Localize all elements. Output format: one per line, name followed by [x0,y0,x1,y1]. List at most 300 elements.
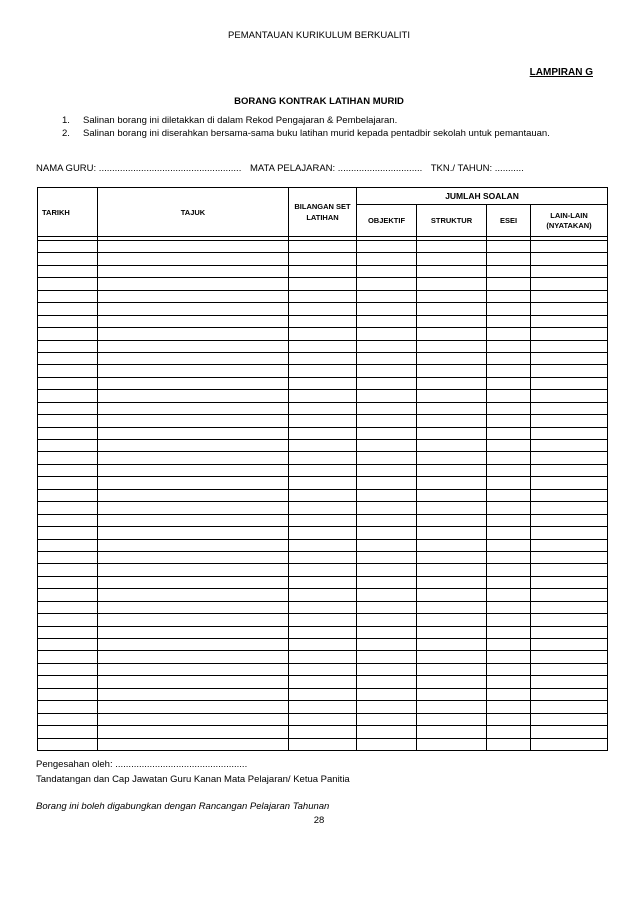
table-cell[interactable] [98,464,289,476]
table-cell[interactable] [38,551,98,563]
table-cell[interactable] [289,303,357,315]
table-cell[interactable] [38,377,98,389]
table-row [38,688,608,700]
table-cell[interactable] [357,253,417,265]
table-cell[interactable] [417,489,487,501]
table-cell[interactable] [38,278,98,290]
table-cell[interactable] [289,676,357,688]
table-cell[interactable] [38,464,98,476]
table-cell[interactable] [357,390,417,402]
table-cell[interactable] [289,440,357,452]
table-cell[interactable] [487,377,531,389]
table-cell[interactable] [487,265,531,277]
table-cell[interactable] [98,614,289,626]
table-cell[interactable] [531,601,608,613]
table-cell[interactable] [357,701,417,713]
table-cell[interactable] [417,241,487,253]
table-row [38,278,608,290]
table-cell[interactable] [487,303,531,315]
table-cell[interactable] [289,452,357,464]
table-cell[interactable] [531,726,608,738]
table-cell[interactable] [38,328,98,340]
table-cell[interactable] [289,564,357,576]
table-cell[interactable] [531,639,608,651]
table-cell[interactable] [289,377,357,389]
table-cell[interactable] [98,713,289,725]
table-cell[interactable] [289,352,357,364]
table-cell[interactable] [38,265,98,277]
table-cell[interactable] [531,452,608,464]
table-cell[interactable] [289,241,357,253]
table-cell[interactable] [357,713,417,725]
table-cell[interactable] [357,663,417,675]
table-cell[interactable] [38,253,98,265]
table-cell[interactable] [531,377,608,389]
table-cell[interactable] [38,477,98,489]
table-cell[interactable] [531,290,608,302]
table-cell[interactable] [289,427,357,439]
table-cell[interactable] [417,639,487,651]
table-cell[interactable] [98,502,289,514]
table-cell[interactable] [357,576,417,588]
table-cell[interactable] [531,464,608,476]
table-cell[interactable] [417,676,487,688]
table-cell[interactable] [417,290,487,302]
table-cell[interactable] [357,651,417,663]
table-cell[interactable] [38,726,98,738]
table-cell[interactable] [38,440,98,452]
table-row [38,440,608,452]
table-cell[interactable] [531,265,608,277]
table-cell[interactable] [531,626,608,638]
table-cell[interactable] [289,253,357,265]
table-cell[interactable] [38,489,98,501]
table-cell[interactable] [289,402,357,414]
table-cell[interactable] [487,402,531,414]
table-cell[interactable] [289,626,357,638]
table-cell[interactable] [38,676,98,688]
table-cell[interactable] [531,589,608,601]
table-cell[interactable] [98,726,289,738]
table-cell[interactable] [531,477,608,489]
table-cell[interactable] [531,489,608,501]
table-cell[interactable] [38,564,98,576]
table-row [38,614,608,626]
table-cell[interactable] [357,241,417,253]
table-cell[interactable] [417,663,487,675]
table-cell[interactable] [38,663,98,675]
table-cell[interactable] [417,701,487,713]
table-cell[interactable] [289,415,357,427]
table-cell[interactable] [98,527,289,539]
table-cell[interactable] [417,464,487,476]
table-cell[interactable] [487,639,531,651]
table-cell[interactable] [98,290,289,302]
table-cell[interactable] [487,452,531,464]
table-cell[interactable] [487,601,531,613]
table-cell[interactable] [289,589,357,601]
table-cell[interactable] [357,315,417,327]
table-cell[interactable] [487,626,531,638]
table-cell[interactable] [531,576,608,588]
table-cell[interactable] [38,601,98,613]
table-cell[interactable] [289,551,357,563]
table-cell[interactable] [531,676,608,688]
table-cell[interactable] [531,663,608,675]
table-cell[interactable] [38,738,98,750]
table-cell[interactable] [38,402,98,414]
table-cell[interactable] [289,365,357,377]
table-cell[interactable] [289,265,357,277]
table-cell[interactable] [531,701,608,713]
table-cell[interactable] [357,377,417,389]
table-cell[interactable] [357,726,417,738]
table-cell[interactable] [417,688,487,700]
table-cell[interactable] [98,265,289,277]
table-cell[interactable] [417,427,487,439]
table-cell[interactable] [487,514,531,526]
table-cell[interactable] [38,365,98,377]
instruction-item [62,127,594,140]
table-cell[interactable] [357,340,417,352]
table-cell[interactable] [417,589,487,601]
table-cell[interactable] [289,726,357,738]
table-cell[interactable] [531,502,608,514]
table-cell[interactable] [289,464,357,476]
table-cell[interactable] [289,639,357,651]
table-cell[interactable] [98,514,289,526]
table-cell[interactable] [357,626,417,638]
table-cell[interactable] [98,639,289,651]
table-cell[interactable] [38,713,98,725]
table-cell[interactable] [487,390,531,402]
table-cell[interactable] [357,514,417,526]
table-cell[interactable] [98,278,289,290]
table-cell[interactable] [289,315,357,327]
table-cell[interactable] [38,688,98,700]
table-cell[interactable] [417,601,487,613]
table-cell[interactable] [357,614,417,626]
table-cell[interactable] [487,738,531,750]
table-cell[interactable] [98,377,289,389]
table-cell[interactable] [417,390,487,402]
table-cell[interactable] [531,402,608,414]
table-cell[interactable] [531,527,608,539]
table-cell[interactable] [98,688,289,700]
table-cell[interactable] [531,564,608,576]
table-cell[interactable] [289,328,357,340]
table-cell[interactable] [487,502,531,514]
table-cell[interactable] [98,452,289,464]
nama-guru-field[interactable]: NAMA GURU: ...................................................... [36,163,242,174]
table-cell[interactable] [289,340,357,352]
table-cell[interactable] [98,253,289,265]
table-cell[interactable] [289,527,357,539]
table-cell[interactable] [357,738,417,750]
table-cell[interactable] [417,477,487,489]
table-cell[interactable] [289,290,357,302]
table-cell[interactable] [98,676,289,688]
table-cell[interactable] [487,352,531,364]
table-cell[interactable] [98,352,289,364]
table-cell[interactable] [98,315,289,327]
table-cell[interactable] [417,651,487,663]
table-cell[interactable] [531,315,608,327]
table-cell[interactable] [289,489,357,501]
table-cell[interactable] [487,663,531,675]
table-cell[interactable] [38,651,98,663]
table-cell[interactable] [357,328,417,340]
table-cell[interactable] [531,415,608,427]
table-cell[interactable] [417,265,487,277]
table-cell[interactable] [38,352,98,364]
table-cell[interactable] [98,601,289,613]
table-cell[interactable] [417,564,487,576]
table-cell[interactable] [417,713,487,725]
table-cell[interactable] [487,440,531,452]
table-cell[interactable] [289,688,357,700]
table-cell[interactable] [417,303,487,315]
table-cell[interactable] [417,539,487,551]
table-cell[interactable] [531,551,608,563]
table-cell[interactable] [531,328,608,340]
table-cell[interactable] [98,539,289,551]
table-cell[interactable] [417,365,487,377]
table-cell[interactable] [487,278,531,290]
table-cell[interactable] [357,352,417,364]
table-cell[interactable] [38,576,98,588]
table-cell[interactable] [357,539,417,551]
table-cell[interactable] [289,663,357,675]
table-cell[interactable] [98,477,289,489]
table-cell[interactable] [98,663,289,675]
pengesahan-line[interactable]: Pengesahan oleh: .................................................. [36,759,248,770]
table-cell[interactable] [98,415,289,427]
table-cell[interactable] [531,352,608,364]
table-cell[interactable] [531,241,608,253]
table-cell[interactable] [98,241,289,253]
table-cell[interactable] [531,365,608,377]
table-cell[interactable] [417,551,487,563]
table-cell[interactable] [531,253,608,265]
table-cell[interactable] [417,576,487,588]
table-cell[interactable] [417,452,487,464]
table-cell[interactable] [417,415,487,427]
table-cell[interactable] [487,328,531,340]
table-cell[interactable] [38,589,98,601]
table-cell[interactable] [38,390,98,402]
table-cell[interactable] [98,427,289,439]
table-cell[interactable] [98,489,289,501]
table-cell[interactable] [357,440,417,452]
table-cell[interactable] [38,527,98,539]
table-cell[interactable] [289,614,357,626]
table-cell[interactable] [289,601,357,613]
table-cell[interactable] [531,340,608,352]
table-cell[interactable] [417,514,487,526]
table-cell[interactable] [357,688,417,700]
table-cell[interactable] [38,626,98,638]
table-cell[interactable] [289,701,357,713]
table-cell[interactable] [98,589,289,601]
table-cell[interactable] [38,701,98,713]
table-cell[interactable] [417,614,487,626]
table-cell[interactable] [417,377,487,389]
tkn-tahun-field[interactable]: TKN./ TAHUN: ........... [430,163,524,174]
table-cell[interactable] [289,278,357,290]
table-cell[interactable] [357,477,417,489]
table-cell[interactable] [487,241,531,253]
table-cell[interactable] [417,527,487,539]
table-cell[interactable] [98,738,289,750]
table-cell[interactable] [289,713,357,725]
table-cell[interactable] [487,688,531,700]
table-cell[interactable] [357,601,417,613]
table-cell[interactable] [417,402,487,414]
table-cell[interactable] [289,477,357,489]
table-cell[interactable] [417,340,487,352]
table-cell[interactable] [357,527,417,539]
table-cell[interactable] [357,365,417,377]
form-title: BORANG KONTRAK LATIHAN MURID [234,96,404,107]
table-cell[interactable] [487,290,531,302]
table-cell[interactable] [487,477,531,489]
table-cell[interactable] [487,340,531,352]
mata-pelajaran-field[interactable]: MATA PELAJARAN: ................................ [249,163,423,174]
table-cell[interactable] [531,651,608,663]
table-cell[interactable] [417,726,487,738]
table-cell[interactable] [417,278,487,290]
table-cell[interactable] [487,527,531,539]
table-cell[interactable] [531,303,608,315]
table-cell[interactable] [487,676,531,688]
table-cell[interactable] [357,290,417,302]
table-cell[interactable] [417,315,487,327]
table-cell[interactable] [98,701,289,713]
table-cell[interactable] [417,253,487,265]
table-cell[interactable] [357,402,417,414]
table-cell[interactable] [487,489,531,501]
table-cell[interactable] [357,415,417,427]
table-cell[interactable] [357,452,417,464]
table-cell[interactable] [487,651,531,663]
table-cell[interactable] [531,614,608,626]
table-cell[interactable] [487,701,531,713]
table-cell[interactable] [357,676,417,688]
table-cell[interactable] [357,639,417,651]
table-cell[interactable] [38,303,98,315]
table-cell[interactable] [487,564,531,576]
table-cell[interactable] [417,738,487,750]
table-cell[interactable] [289,390,357,402]
table-cell[interactable] [531,738,608,750]
table-cell[interactable] [98,402,289,414]
table-cell[interactable] [98,390,289,402]
table-cell[interactable] [38,427,98,439]
table-cell[interactable] [487,614,531,626]
table-cell[interactable] [531,713,608,725]
table-cell[interactable] [98,365,289,377]
table-cell[interactable] [417,352,487,364]
table-cell[interactable] [357,551,417,563]
table-cell[interactable] [357,278,417,290]
table-cell[interactable] [487,551,531,563]
table-cell[interactable] [357,589,417,601]
table-cell[interactable] [487,365,531,377]
table-cell[interactable] [531,514,608,526]
table-cell[interactable] [417,626,487,638]
table-cell[interactable] [38,614,98,626]
table-cell[interactable] [487,539,531,551]
table-cell[interactable] [98,576,289,588]
table-cell[interactable] [487,427,531,439]
table-cell[interactable] [531,427,608,439]
table-cell[interactable] [487,415,531,427]
teacher-info-line [36,163,530,174]
table-cell[interactable] [531,539,608,551]
table-cell[interactable] [38,514,98,526]
table-cell[interactable] [357,464,417,476]
table-cell[interactable] [487,253,531,265]
table-cell[interactable] [38,340,98,352]
table-cell[interactable] [38,639,98,651]
table-cell[interactable] [38,415,98,427]
table-cell[interactable] [38,315,98,327]
table-cell[interactable] [357,489,417,501]
table-cell[interactable] [98,328,289,340]
table-cell[interactable] [98,626,289,638]
table-cell[interactable] [289,514,357,526]
table-cell[interactable] [417,440,487,452]
table-cell[interactable] [357,265,417,277]
table-cell[interactable] [357,502,417,514]
table-cell[interactable] [531,278,608,290]
table-cell[interactable] [289,539,357,551]
table-cell[interactable] [487,713,531,725]
table-cell[interactable] [531,688,608,700]
col-header-bilangan: BILANGAN SET LATIHAN [289,188,357,237]
table-cell[interactable] [487,315,531,327]
table-cell[interactable] [357,303,417,315]
table-cell[interactable] [531,390,608,402]
table-cell[interactable] [98,564,289,576]
table-cell[interactable] [289,502,357,514]
table-cell[interactable] [487,464,531,476]
table-cell[interactable] [487,576,531,588]
table-cell[interactable] [531,440,608,452]
table-cell[interactable] [98,651,289,663]
table-cell[interactable] [357,427,417,439]
table-cell[interactable] [289,576,357,588]
table-cell[interactable] [98,440,289,452]
table-cell[interactable] [38,452,98,464]
table-cell[interactable] [417,328,487,340]
table-cell[interactable] [38,241,98,253]
table-cell[interactable] [38,290,98,302]
table-cell[interactable] [487,726,531,738]
table-cell[interactable] [98,340,289,352]
col-header-esei: ESEI [487,205,531,237]
table-cell[interactable] [289,738,357,750]
table-cell[interactable] [38,502,98,514]
table-cell[interactable] [417,502,487,514]
table-cell[interactable] [38,539,98,551]
table-cell[interactable] [487,589,531,601]
table-cell[interactable] [289,651,357,663]
table-cell[interactable] [357,564,417,576]
table-cell[interactable] [98,303,289,315]
table-cell[interactable] [98,551,289,563]
